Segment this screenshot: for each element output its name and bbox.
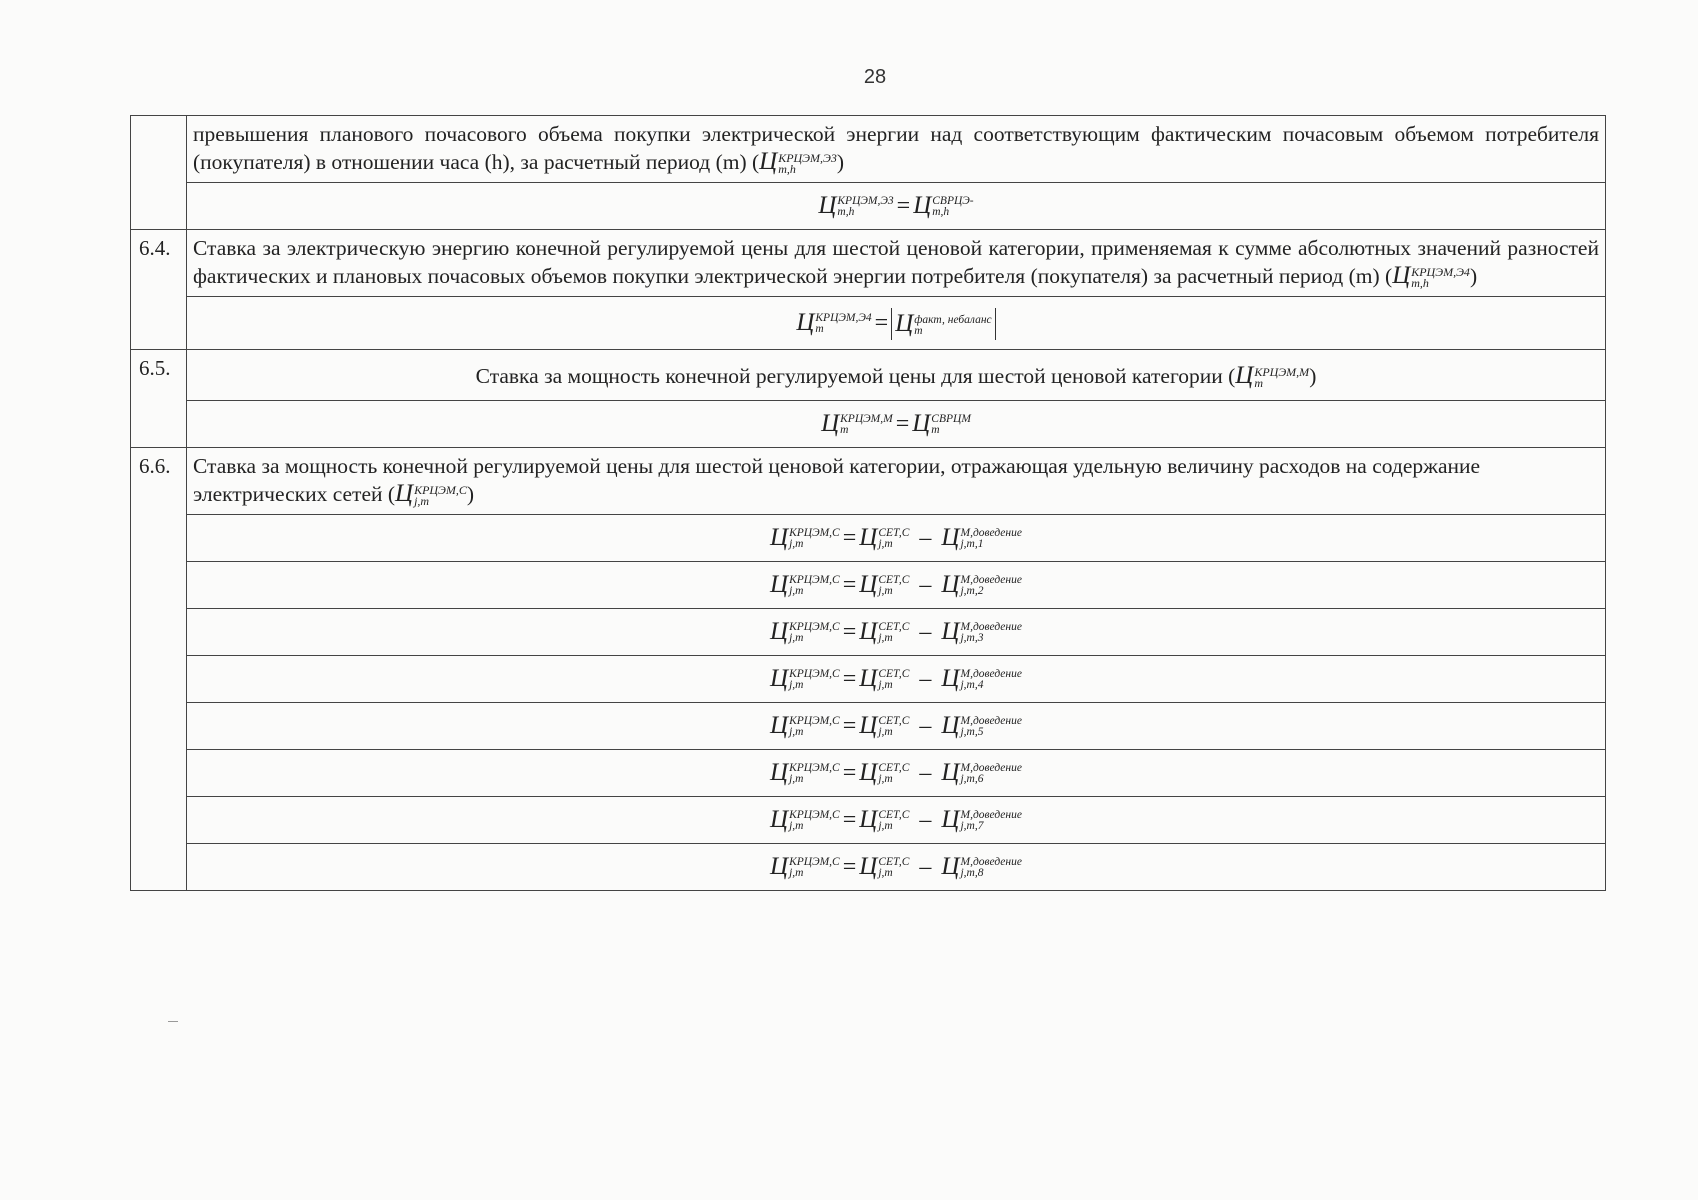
superscript: КРЦЭМ,С <box>414 483 467 498</box>
superscript: СЕТ,С <box>878 715 910 728</box>
superscript: М,доведение <box>960 762 1022 775</box>
item-number: 6.4. <box>131 230 187 350</box>
symbol-base: Ц <box>770 524 789 551</box>
subscript: j,m <box>789 679 804 692</box>
superscript: КРЦЭМ,С <box>789 527 840 540</box>
table-row <box>131 448 1606 515</box>
formula-cell <box>187 656 1606 703</box>
item-number: 6.6. <box>131 448 187 891</box>
symbol-indices <box>878 763 909 785</box>
superscript: КРЦЭМ,М <box>840 413 893 426</box>
table-row <box>131 230 1606 297</box>
formula: Ц КРЦЭМ,Э4 m = Ц факт, небаланс m <box>187 297 1605 349</box>
superscript: КРЦЭМ,С <box>789 762 840 775</box>
symbol-indices <box>878 622 909 644</box>
inline-symbol <box>395 480 467 509</box>
symbol-base: Ц <box>941 806 960 833</box>
symbol-indices <box>789 763 840 785</box>
formula-cell <box>187 515 1606 562</box>
row-description <box>187 350 1606 401</box>
symbol-base: Ц <box>941 524 960 551</box>
formula: Ц КРЦЭМ,С j,m = Ц СЕТ,С j,m – Ц М,доведение j,m,8 <box>770 853 1022 880</box>
symbol-indices <box>931 414 971 436</box>
inline-symbol <box>1392 262 1470 291</box>
table-row <box>131 350 1606 401</box>
table-row <box>131 609 1606 656</box>
superscript: КРЦЭМ,Э3 <box>837 195 894 208</box>
math-symbol <box>941 666 1022 692</box>
superscript: КРЦЭМ,М <box>1254 365 1310 380</box>
formula: Ц КРЦЭМ,С j,m = Ц СЕТ,С j,m – Ц М,доведение j,m,4 <box>770 665 1022 692</box>
formula-cell <box>187 750 1606 797</box>
formula: Ц КРЦЭМ,С j,m = Ц СЕТ,С j,m – Ц М,доведение j,m,6 <box>770 759 1022 786</box>
symbol-base: Ц <box>759 148 778 175</box>
table-row <box>131 515 1606 562</box>
symbol-indices <box>878 810 909 832</box>
superscript: КРЦЭМ,С <box>789 856 840 869</box>
symbol-base: Ц <box>1392 262 1411 289</box>
superscript: М,доведение <box>960 715 1022 728</box>
symbol-indices <box>789 857 840 879</box>
superscript: КРЦЭМ,С <box>789 621 840 634</box>
symbol-indices <box>778 153 837 175</box>
symbol-base: Ц <box>796 309 815 336</box>
math-symbol <box>770 760 840 786</box>
symbol-indices <box>960 810 1021 832</box>
superscript: М,доведение <box>960 856 1022 869</box>
absolute-value <box>891 308 995 340</box>
superscript: М,доведение <box>960 621 1022 634</box>
math-symbol <box>859 760 909 786</box>
superscript: КРЦЭМ,Э3 <box>778 151 837 166</box>
math-symbol <box>859 666 909 692</box>
item-number: 6.5. <box>131 350 187 448</box>
math-symbol <box>912 411 971 437</box>
superscript: М,доведение <box>960 527 1022 540</box>
symbol-base: Ц <box>895 310 914 338</box>
formula: Ц КРЦЭМ,Э3 m,h = Ц СВРЦЭ- m,h <box>818 192 974 219</box>
math-symbol <box>770 525 840 551</box>
symbol-indices <box>878 575 909 597</box>
formula-cell <box>187 297 1606 350</box>
subscript: m,h <box>837 206 855 219</box>
math-symbol <box>818 193 893 219</box>
superscript: М,доведение <box>960 809 1022 822</box>
formula: Ц КРЦЭМ,С j,m = Ц СЕТ,С j,m – Ц М,доведение j,m,5 <box>770 712 1022 739</box>
math-symbol <box>941 619 1022 645</box>
symbol-indices <box>789 669 840 691</box>
subscript: j,m,1 <box>960 538 984 551</box>
symbol-indices <box>960 763 1021 785</box>
math-symbol <box>941 525 1022 551</box>
page-number: 28 <box>863 66 887 88</box>
symbol-indices <box>815 313 871 335</box>
math-symbol <box>941 807 1022 833</box>
subscript: m,h <box>1411 276 1429 291</box>
table-row <box>131 844 1606 891</box>
symbol-base: Ц <box>818 192 837 219</box>
subscript: m <box>914 324 923 337</box>
math-symbol <box>859 525 909 551</box>
subscript: j,m <box>414 494 430 509</box>
description-text: Ставка за мощность конечной регулируемой цены для шестой ценовой категории, отражающая удельную величину расходов на содержание электрических сетей (Ц КРЦЭМ,С j,m ) <box>193 454 1481 509</box>
symbol-base: Ц <box>395 480 414 507</box>
table-row <box>131 297 1606 350</box>
superscript: КРЦЭМ,Э4 <box>815 312 872 325</box>
symbol-indices <box>840 414 893 436</box>
subscript: m <box>840 424 849 437</box>
subscript: j,m <box>878 585 893 598</box>
subscript: j,m,7 <box>960 820 984 833</box>
symbol-indices <box>932 196 973 218</box>
subscript: j,m <box>878 632 893 645</box>
subscript: j,m,6 <box>960 773 984 786</box>
margin-mark <box>168 1021 178 1022</box>
symbol-indices <box>878 716 909 738</box>
subscript: j,m <box>878 773 893 786</box>
subscript: m,h <box>778 162 796 177</box>
formula: Ц КРЦЭМ,С j,m = Ц СЕТ,С j,m – Ц М,доведение j,m,7 <box>770 806 1022 833</box>
symbol-indices <box>878 857 909 879</box>
table-row <box>131 401 1606 448</box>
table-row <box>131 750 1606 797</box>
table-row <box>131 703 1606 750</box>
superscript: факт, небаланс <box>914 313 992 326</box>
symbol-base: Ц <box>941 712 960 739</box>
symbol-base: Ц <box>770 665 789 692</box>
symbol-base: Ц <box>859 806 878 833</box>
superscript: М,доведение <box>960 574 1022 587</box>
math-symbol <box>770 572 840 598</box>
symbol-indices <box>960 622 1021 644</box>
subscript: j,m <box>789 867 804 880</box>
math-symbol <box>895 311 991 337</box>
symbol-indices <box>960 575 1021 597</box>
math-symbol <box>859 572 909 598</box>
formula: Ц КРЦЭМ,С j,m = Ц СЕТ,С j,m – Ц М,доведение j,m,1 <box>770 524 1022 551</box>
table-row <box>131 656 1606 703</box>
symbol-base: Ц <box>941 618 960 645</box>
math-symbol <box>770 619 840 645</box>
symbol-indices <box>960 857 1021 879</box>
subscript: j,m <box>878 820 893 833</box>
subscript: j,m,5 <box>960 726 984 739</box>
math-symbol <box>770 807 840 833</box>
symbol-indices <box>789 716 840 738</box>
symbol-base: Ц <box>859 524 878 551</box>
table-row <box>131 116 1606 183</box>
symbol-indices <box>789 810 840 832</box>
math-symbol <box>859 807 909 833</box>
formula: Ц КРЦЭМ,С j,m = Ц СЕТ,С j,m – Ц М,доведение j,m,2 <box>770 571 1022 598</box>
formula: Ц КРЦЭМ,С j,m = Ц СЕТ,С j,m – Ц М,доведение j,m,3 <box>770 618 1022 645</box>
subscript: j,m <box>878 867 893 880</box>
superscript: СЕТ,С <box>878 527 910 540</box>
math-symbol <box>941 713 1022 739</box>
symbol-indices <box>914 315 991 337</box>
subscript: j,m <box>789 726 804 739</box>
symbol-base: Ц <box>770 618 789 645</box>
symbol-indices <box>789 575 840 597</box>
symbol-indices <box>414 485 467 507</box>
symbol-base: Ц <box>1235 362 1254 389</box>
formula-cell <box>187 797 1606 844</box>
symbol-base: Ц <box>859 571 878 598</box>
symbol-indices <box>960 716 1021 738</box>
math-symbol <box>941 572 1022 598</box>
subscript: m <box>1254 376 1264 391</box>
superscript: СВРЦЭ- <box>932 195 974 208</box>
symbol-base: Ц <box>859 759 878 786</box>
superscript: КРЦЭМ,С <box>789 668 840 681</box>
subscript: j,m <box>789 585 804 598</box>
subscript: j,m <box>789 632 804 645</box>
symbol-indices <box>1254 367 1309 389</box>
inline-symbol <box>1235 362 1310 391</box>
math-symbol <box>821 411 893 437</box>
formula-cell <box>187 562 1606 609</box>
subscript: j,m <box>878 679 893 692</box>
superscript: СЕТ,С <box>878 762 910 775</box>
row-description <box>187 448 1606 515</box>
subscript: j,m <box>789 538 804 551</box>
math-symbol <box>913 193 973 219</box>
subscript: m <box>931 424 940 437</box>
row-description <box>187 230 1606 297</box>
formula-cell <box>187 183 1606 230</box>
superscript: СЕТ,С <box>878 668 910 681</box>
formula-cell <box>187 844 1606 891</box>
math-symbol <box>770 854 840 880</box>
subscript: j,m <box>789 820 804 833</box>
symbol-base: Ц <box>859 853 878 880</box>
description-text: Ставка за электрическую энергию конечной регулируемой цены для шестой ценовой категории, применяемая к сумме абсолютных значений разностей фактических и плановых почасовых объемов покупки электрической энергии потребителя (покупателя) за расчетный период (m) (Ц КРЦЭМ,Э4 m,h ) <box>193 236 1599 291</box>
subscript: m,h <box>932 206 950 219</box>
symbol-base: Ц <box>859 618 878 645</box>
symbol-indices <box>960 669 1021 691</box>
subscript: m <box>815 323 824 336</box>
row-description <box>187 116 1606 183</box>
symbol-base: Ц <box>821 410 840 437</box>
symbol-base: Ц <box>770 759 789 786</box>
symbol-base: Ц <box>941 571 960 598</box>
symbol-indices <box>1411 267 1470 289</box>
math-symbol <box>941 760 1022 786</box>
symbol-base: Ц <box>770 806 789 833</box>
formula-cell <box>187 609 1606 656</box>
symbol-indices <box>789 622 840 644</box>
superscript: КРЦЭМ,С <box>789 715 840 728</box>
symbol-base: Ц <box>770 712 789 739</box>
symbol-base: Ц <box>770 853 789 880</box>
description-text: превышения планового почасового объема покупки электрической энергии над соответствующим фактическим почасовым объемом потребителя (покупателя) в отношении часа (h), за расчетный период (m) (Ц КРЦЭМ,Э3 m,h ) <box>193 122 1599 177</box>
tariff-table <box>130 115 1606 891</box>
symbol-base: Ц <box>941 853 960 880</box>
symbol-base: Ц <box>913 192 932 219</box>
table-row <box>131 183 1606 230</box>
table-row <box>131 797 1606 844</box>
math-symbol <box>941 854 1022 880</box>
formula: Ц КРЦЭМ,М m = Ц СВРЦМ m <box>821 410 971 437</box>
symbol-indices <box>960 528 1021 550</box>
superscript: КРЦЭМ,С <box>789 809 840 822</box>
symbol-indices <box>878 528 909 550</box>
symbol-indices <box>789 528 840 550</box>
symbol-base: Ц <box>912 410 931 437</box>
superscript: СЕТ,С <box>878 856 910 869</box>
symbol-base: Ц <box>941 665 960 692</box>
table-row <box>131 562 1606 609</box>
math-symbol <box>859 619 909 645</box>
superscript: М,доведение <box>960 668 1022 681</box>
symbol-base: Ц <box>770 571 789 598</box>
math-symbol <box>859 713 909 739</box>
superscript: СЕТ,С <box>878 809 910 822</box>
symbol-base: Ц <box>859 665 878 692</box>
superscript: КРЦЭМ,С <box>789 574 840 587</box>
math-symbol <box>796 310 871 336</box>
subscript: j,m,3 <box>960 632 984 645</box>
subscript: j,m <box>789 773 804 786</box>
superscript: СЕТ,С <box>878 621 910 634</box>
formula-cell <box>187 401 1606 448</box>
symbol-indices <box>878 669 909 691</box>
description-text: Ставка за мощность конечной регулируемой цены для шестой ценовой категории (Ц КРЦЭМ,М m ) <box>475 362 1317 391</box>
subscript: j,m <box>878 726 893 739</box>
superscript: КРЦЭМ,Э4 <box>1411 265 1470 280</box>
item-number <box>131 116 187 230</box>
symbol-base: Ц <box>859 712 878 739</box>
superscript: СЕТ,С <box>878 574 910 587</box>
superscript: СВРЦМ <box>931 413 971 426</box>
inline-symbol <box>759 148 837 177</box>
subscript: j,m,4 <box>960 679 984 692</box>
math-symbol <box>770 713 840 739</box>
subscript: j,m,8 <box>960 867 984 880</box>
symbol-base: Ц <box>941 759 960 786</box>
subscript: j,m,2 <box>960 585 984 598</box>
math-symbol <box>770 666 840 692</box>
symbol-indices <box>837 196 893 218</box>
subscript: j,m <box>878 538 893 551</box>
math-symbol <box>859 854 909 880</box>
formula-cell <box>187 703 1606 750</box>
